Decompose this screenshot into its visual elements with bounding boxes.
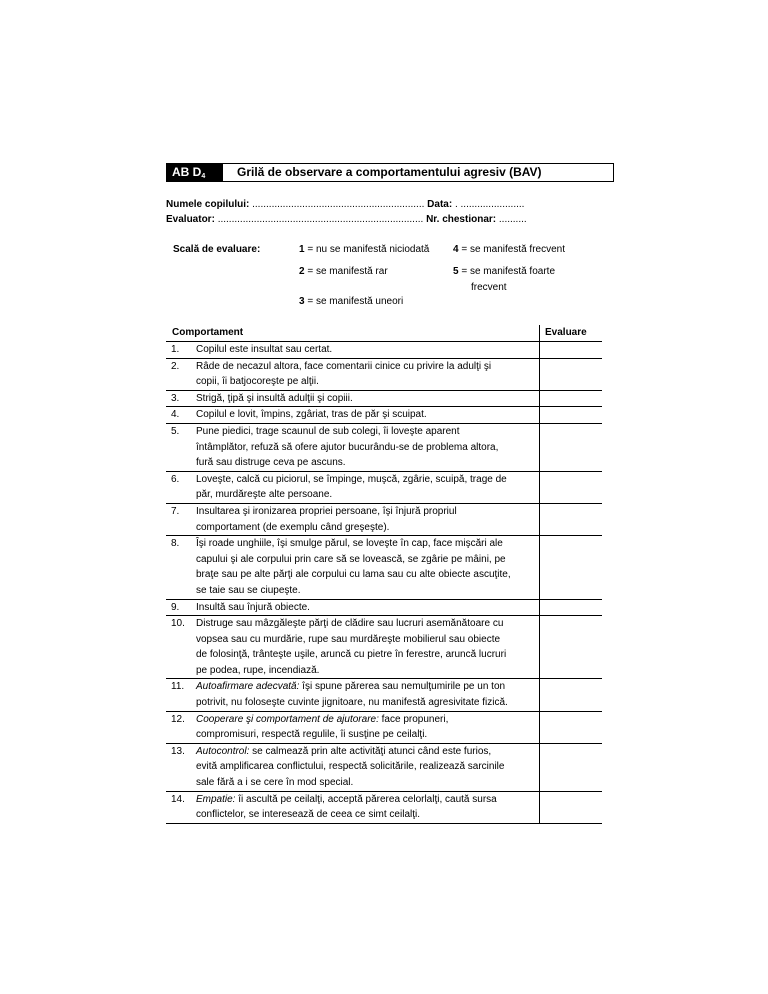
table-row: [166, 792, 602, 824]
child-name-label: Numele copilului:: [166, 199, 250, 210]
row-text: Autocontrol: se calmează prin alte activităţi atunci când este furios, evită amplificarea conflictului, respectă solicitările, realizează sarcinile sale fără a i se cere în mod special.: [196, 745, 505, 789]
row-number: 14.: [171, 793, 185, 805]
table-header: [166, 325, 602, 342]
evaluation-cell[interactable]: [540, 407, 602, 423]
row-text: Pune piedici, trage scaunul de sub colegi, îi loveşte aparent întâmplător, refuză să ofere ajutor bucurându-se de problema altora, fură sau distruge ceva pe ascuns.: [196, 425, 499, 469]
evaluation-cell[interactable]: [540, 744, 602, 791]
scale-item-5-cont: frecvent: [471, 282, 507, 293]
table-row: [166, 600, 602, 617]
evaluator-line: [166, 214, 527, 226]
questionnaire-label: Nr. chestionar:: [426, 214, 497, 225]
column-evaluation: Evaluare: [545, 327, 587, 338]
row-number: 2.: [171, 360, 180, 372]
date-label: Data:: [427, 199, 453, 210]
evaluator-label: Evaluator:: [166, 214, 215, 225]
evaluation-cell[interactable]: [540, 359, 602, 390]
row-text: Copilul e lovit, împins, zgâriat, tras de păr şi scuipat.: [196, 409, 427, 421]
row-number: 5.: [171, 425, 180, 437]
table-row: [166, 391, 602, 408]
table-row: [166, 472, 602, 504]
table-row: [166, 407, 602, 424]
row-text: Strigă, ţipă şi insultă adulţii şi copiii.: [196, 392, 353, 404]
evaluation-cell[interactable]: [540, 424, 602, 471]
evaluation-cell[interactable]: [540, 616, 602, 678]
row-number: 10.: [171, 618, 185, 630]
scale-item-4: 4 = se manifestă frecvent: [453, 244, 566, 255]
evaluator-field[interactable]: ..........................................................................: [217, 214, 424, 225]
table-row: [166, 342, 602, 359]
form-header: [166, 163, 614, 182]
evaluation-cell[interactable]: [540, 504, 602, 535]
table-row: [166, 744, 602, 792]
date-field[interactable]: . .......................: [454, 199, 525, 210]
column-divider: [539, 325, 540, 824]
row-text: Autoafirmare adecvată: îşi spune părerea sau nemulţumirile pe un ton potrivit, nu foloseşte cuvinte jignitoare, nu manifestă agresivitate fizică.: [196, 681, 508, 709]
row-number: 11.: [171, 681, 185, 693]
form-code-sub: 4: [201, 173, 206, 180]
row-number: 13.: [171, 745, 185, 757]
scale-item-3: 3 = se manifestă uneori: [299, 296, 404, 307]
table-row: [166, 536, 602, 599]
row-number: 1.: [171, 344, 180, 355]
table-row: [166, 504, 602, 536]
table-row: [166, 424, 602, 472]
evaluation-cell[interactable]: [540, 679, 602, 710]
row-number: 6.: [171, 473, 180, 485]
evaluation-cell[interactable]: [540, 342, 602, 358]
row-text: Râde de necazul altora, face comentarii cinice cu privire la adulţi şi copii, îi batjocoreşte pe alţii.: [196, 360, 492, 388]
evaluation-cell[interactable]: [540, 792, 602, 823]
form-code: [167, 164, 223, 181]
child-name-line: [166, 199, 524, 211]
evaluation-cell[interactable]: [540, 536, 602, 598]
table-body: [166, 342, 602, 824]
row-text: Copilul este insultat sau certat.: [196, 344, 333, 355]
row-number: 12.: [171, 713, 185, 725]
row-number: 3.: [171, 392, 180, 404]
row-text: Îşi roade unghiile, îşi smulge părul, se loveşte în cap, face mişcări ale capului şi ale corpului prin care să se lovească, se zgârie pe mâini, pe braţe sau pe alte părţi ale corpului cu lama sau cu alte obiecte ascuţite, se taie sau se ciupeşte.: [196, 538, 511, 596]
table-row: [166, 616, 602, 679]
evaluation-cell[interactable]: [540, 391, 602, 407]
row-number: 9.: [171, 601, 180, 613]
row-number: 8.: [171, 538, 180, 550]
scale-item-5: 5 = se manifestă foarte: [453, 266, 556, 277]
evaluation-cell[interactable]: [540, 472, 602, 503]
row-text: Empatie: îi ascultă pe ceilalţi, acceptă părerea celorlalţi, caută sursa conflictelor, se interesează de ceea ce simt ceilalţi.: [196, 793, 497, 821]
row-text: Distruge sau mâzgăleşte părţi de clădire sau lucruri asemănătoare cu vopsea sau cu murdărie, rupe sau murdăreşte mobilierul sau obiecte de folosinţă, trânteşte uşile, aruncă cu pietre în ferestre, aruncă lucruri pe podea, rupe, incendiază.: [196, 618, 507, 676]
evaluation-cell[interactable]: [540, 712, 602, 743]
form-title: Grilă de observare a comportamentului agresiv (BAV): [237, 165, 542, 179]
questionnaire-field[interactable]: ..........: [498, 214, 527, 225]
row-text: Cooperare şi comportament de ajutorare: face propuneri, compromisuri, respectă regulile, îi susţine pe ceilalţi.: [196, 713, 449, 741]
scale-item-1: 1 = nu se manifestă niciodată: [299, 244, 430, 255]
behavior-table: [166, 325, 602, 824]
row-number: 7.: [171, 505, 180, 517]
row-text: Insultă sau înjură obiecte.: [196, 601, 310, 613]
table-row: [166, 359, 602, 391]
row-text: Loveşte, calcă cu piciorul, se împinge, muşcă, zgârie, scuipă, trage de păr, murdăreşte alte persoane.: [196, 473, 507, 501]
row-number: 4.: [171, 409, 180, 421]
form-code-text: AB D: [172, 165, 202, 179]
row-text: Insultarea şi ironizarea propriei persoane, îşi înjură propriul comportament (de exemplu când greşeşte).: [196, 505, 457, 533]
scale-item-2: 2 = se manifestă rar: [299, 266, 388, 277]
child-name-field[interactable]: ..............................................................: [252, 199, 425, 210]
column-behavior: Comportament: [172, 327, 244, 338]
evaluation-cell[interactable]: [540, 600, 602, 616]
table-row: [166, 679, 602, 711]
scale-label: Scală de evaluare:: [173, 244, 261, 255]
table-row: [166, 712, 602, 744]
